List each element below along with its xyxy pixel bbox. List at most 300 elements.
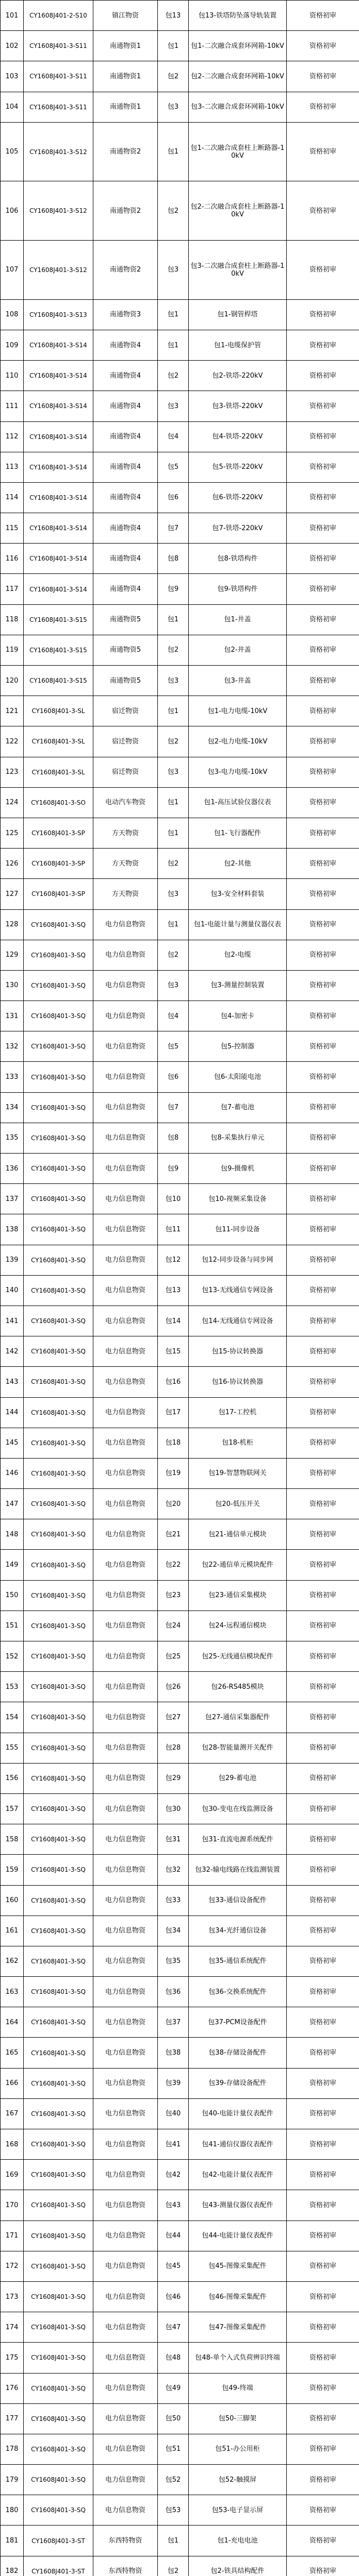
row-number-cell: 110: [1, 361, 24, 391]
package-id-cell: 包4: [158, 421, 189, 452]
package-name-cell: 包22-通信单元模块配件: [189, 1550, 287, 1580]
batch-code-cell: CY1608J401-3-SQ: [24, 2098, 93, 2129]
table-row: [1, 757, 359, 787]
row-number-cell: 167: [1, 2098, 24, 2129]
review-status-cell: 资格初审: [287, 1946, 359, 1976]
review-status-cell: 资格初审: [287, 1611, 359, 1641]
row-number-cell: 155: [1, 1733, 24, 1763]
table-row: [1, 2129, 359, 2160]
package-id-cell: 包2: [158, 940, 189, 970]
purchaser-cell: 电力信息物资: [93, 1214, 158, 1245]
purchaser-cell: 南通物资5: [93, 635, 158, 665]
table-row: [1, 574, 359, 604]
table-row: [1, 1733, 359, 1763]
row-number-cell: 165: [1, 2038, 24, 2068]
package-id-cell: 包4: [158, 1001, 189, 1031]
review-status-cell: 资格初审: [287, 1336, 359, 1367]
package-name-cell: 包1-钢管桿塔: [189, 299, 287, 330]
package-name-cell: 包43-测量仪器仪表配件: [189, 2190, 287, 2221]
batch-code-cell: CY1608J401-3-SO: [24, 787, 93, 818]
table-row: [1, 1885, 359, 1916]
row-number-cell: 158: [1, 1824, 24, 1855]
package-name-cell: 包8-采集执行单元: [189, 1123, 287, 1153]
review-status-cell: 资格初审: [287, 1458, 359, 1488]
batch-code-cell: CY1608J401-3-SP: [24, 849, 93, 879]
package-name-cell: 包3-铁塔-220kV: [189, 391, 287, 421]
batch-code-cell: CY1608J401-3-SQ: [24, 1336, 93, 1367]
row-number-cell: 135: [1, 1123, 24, 1153]
row-number-cell: 129: [1, 940, 24, 970]
purchaser-cell: 南通物资4: [93, 421, 158, 452]
package-id-cell: 包3: [158, 391, 189, 421]
row-number-cell: 147: [1, 1489, 24, 1519]
batch-code-cell: CY1608J401-3-SQ: [24, 1793, 93, 1824]
review-status-cell: 资格初审: [287, 2251, 359, 2281]
package-name-cell: 包34-光纤通信设备: [189, 1916, 287, 1946]
package-name-cell: 包1-电能计量与测量仪器仪表: [189, 909, 287, 940]
review-status-cell: 资格初审: [287, 1580, 359, 1611]
package-name-cell: 包2-二次融合成套柱上断路器-10kV: [189, 181, 287, 241]
batch-code-cell: CY1608J401-3-SQ: [24, 2465, 93, 2495]
purchaser-cell: 方天物资: [93, 849, 158, 879]
row-number-cell: 164: [1, 2007, 24, 2038]
package-name-cell: 包1-充电电池: [189, 2526, 287, 2556]
batch-code-cell: CY1608J401-3-SQ: [24, 2068, 93, 2098]
purchaser-cell: 电力信息物资: [93, 1580, 158, 1611]
package-name-cell: 包1-飞行器配件: [189, 818, 287, 848]
package-name-cell: 包51-办公用柜: [189, 2434, 287, 2464]
package-name-cell: 包16-协议转换器: [189, 1367, 287, 1397]
row-number-cell: 124: [1, 787, 24, 818]
purchaser-cell: 电力信息物资: [93, 1367, 158, 1397]
review-status-cell: 资格初审: [287, 361, 359, 391]
batch-code-cell: CY1608J401-3-S14: [24, 361, 93, 391]
package-id-cell: 包46: [158, 2281, 189, 2312]
row-number-cell: 120: [1, 666, 24, 696]
row-number-cell: 144: [1, 1397, 24, 1428]
table-row: [1, 391, 359, 421]
row-number-cell: 154: [1, 1702, 24, 1733]
purchaser-cell: 南通物资5: [93, 666, 158, 696]
package-name-cell: 包3-安全材料套装: [189, 879, 287, 909]
package-id-cell: 包16: [158, 1367, 189, 1397]
review-status-cell: 资格初审: [287, 1824, 359, 1855]
package-id-cell: 包34: [158, 1916, 189, 1946]
table-row: [1, 2160, 359, 2190]
package-id-cell: 包28: [158, 1733, 189, 1763]
purchaser-cell: 宿迁物资: [93, 726, 158, 757]
purchaser-cell: 电力信息物资: [93, 2251, 158, 2281]
package-name-cell: 包29-蓄电池: [189, 1763, 287, 1793]
table-row: [1, 330, 359, 360]
table-row: [1, 1275, 359, 1306]
purchaser-cell: 电动汽车物资: [93, 787, 158, 818]
row-number-cell: 113: [1, 452, 24, 482]
package-name-cell: 包44-电能计量仪表配件: [189, 2221, 287, 2251]
purchaser-cell: 电力信息物资: [93, 2190, 158, 2221]
package-name-cell: 包32-输电线路在线监测装置: [189, 1855, 287, 1885]
table-row: [1, 1031, 359, 1062]
row-number-cell: 106: [1, 181, 24, 241]
review-status-cell: 资格初审: [287, 635, 359, 665]
package-id-cell: 包1: [158, 330, 189, 360]
purchaser-cell: 镇江物资: [93, 1, 158, 31]
review-status-cell: 资格初审: [287, 61, 359, 92]
table-row: [1, 61, 359, 92]
purchaser-cell: 电力信息物资: [93, 2465, 158, 2495]
package-name-cell: 包49-终端: [189, 2373, 287, 2403]
package-name-cell: 包26-RS485模块: [189, 1672, 287, 1702]
row-number-cell: 107: [1, 241, 24, 300]
package-id-cell: 包47: [158, 2312, 189, 2343]
row-number-cell: 115: [1, 513, 24, 544]
row-number-cell: 118: [1, 604, 24, 635]
batch-code-cell: CY1608J401-3-SQ: [24, 1763, 93, 1793]
package-id-cell: 包30: [158, 1793, 189, 1824]
package-name-cell: 包2-电缆: [189, 940, 287, 970]
purchaser-cell: 南通物资4: [93, 452, 158, 482]
table-row: [1, 2403, 359, 2434]
package-id-cell: 包27: [158, 1702, 189, 1733]
row-number-cell: 172: [1, 2251, 24, 2281]
purchaser-cell: 东西特物资: [93, 2556, 158, 2576]
row-number-cell: 123: [1, 757, 24, 787]
package-id-cell: 包2: [158, 849, 189, 879]
batch-code-cell: CY1608J401-3-SQ: [24, 2434, 93, 2464]
purchaser-cell: 电力信息物资: [93, 1946, 158, 1976]
purchaser-cell: 电力信息物资: [93, 2221, 158, 2251]
purchaser-cell: 南通物资4: [93, 482, 158, 513]
purchaser-cell: 电力信息物资: [93, 1733, 158, 1763]
purchaser-cell: 电力信息物资: [93, 1428, 158, 1458]
table-row: [1, 2312, 359, 2343]
batch-code-cell: CY1608J401-3-SQ: [24, 2373, 93, 2403]
package-id-cell: 包11: [158, 1214, 189, 1245]
package-id-cell: 包1: [158, 299, 189, 330]
batch-code-cell: CY1608J401-3-SQ: [24, 1977, 93, 2007]
table-row: [1, 1184, 359, 1214]
package-id-cell: 包37: [158, 2007, 189, 2038]
row-number-cell: 153: [1, 1672, 24, 1702]
table-row: [1, 818, 359, 848]
package-id-cell: 包3: [158, 879, 189, 909]
package-id-cell: 包1: [158, 604, 189, 635]
table-row: [1, 2068, 359, 2098]
table-row: [1, 1793, 359, 1824]
table-body: [1, 1, 359, 2576]
table-row: [1, 181, 359, 241]
batch-code-cell: CY1608J401-3-SQ: [24, 1489, 93, 1519]
package-name-cell: 包25-无线通信模块配件: [189, 1641, 287, 1672]
review-status-cell: 资格初审: [287, 2098, 359, 2129]
row-number-cell: 116: [1, 544, 24, 574]
package-name-cell: 包10-视频采集设备: [189, 1184, 287, 1214]
review-status-cell: 资格初审: [287, 544, 359, 574]
purchaser-cell: 电力信息物资: [93, 1031, 158, 1062]
review-status-cell: 资格初审: [287, 757, 359, 787]
package-name-cell: 包39-存储设备配件: [189, 2068, 287, 2098]
review-status-cell: 资格初审: [287, 2465, 359, 2495]
package-id-cell: 包43: [158, 2190, 189, 2221]
package-id-cell: 包6: [158, 482, 189, 513]
package-id-cell: 包40: [158, 2098, 189, 2129]
purchaser-cell: 电力信息物资: [93, 1397, 158, 1428]
table-row: [1, 513, 359, 544]
batch-code-cell: CY1608J401-3-SQ: [24, 1458, 93, 1488]
row-number-cell: 180: [1, 2495, 24, 2526]
package-id-cell: 包39: [158, 2068, 189, 2098]
table-row: [1, 544, 359, 574]
table-row: [1, 92, 359, 122]
table-row: [1, 2190, 359, 2221]
row-number-cell: 166: [1, 2068, 24, 2098]
review-status-cell: 资格初审: [287, 2312, 359, 2343]
package-id-cell: 包20: [158, 1489, 189, 1519]
batch-code-cell: CY1608J401-3-SQ: [24, 2495, 93, 2526]
row-number-cell: 161: [1, 1916, 24, 1946]
package-name-cell: 包2-井盖: [189, 635, 287, 665]
row-number-cell: 152: [1, 1641, 24, 1672]
row-number-cell: 119: [1, 635, 24, 665]
package-name-cell: 包41-通信仪器仪表配件: [189, 2129, 287, 2160]
package-id-cell: 包5: [158, 1031, 189, 1062]
package-id-cell: 包19: [158, 1458, 189, 1488]
purchaser-cell: 电力信息物资: [93, 1672, 158, 1702]
row-number-cell: 132: [1, 1031, 24, 1062]
table-row: [1, 241, 359, 300]
table-row: [1, 879, 359, 909]
package-name-cell: 包1-井盖: [189, 604, 287, 635]
table-row: [1, 696, 359, 726]
package-id-cell: 包48: [158, 2343, 189, 2373]
review-status-cell: 资格初审: [287, 1062, 359, 1092]
table-row: [1, 1702, 359, 1733]
batch-code-cell: CY1608J401-3-SQ: [24, 1245, 93, 1275]
row-number-cell: 137: [1, 1184, 24, 1214]
package-id-cell: 包42: [158, 2160, 189, 2190]
batch-code-cell: CY1608J401-3-SQ: [24, 1519, 93, 1550]
table-row: [1, 2556, 359, 2576]
purchaser-cell: 电力信息物资: [93, 1550, 158, 1580]
batch-code-cell: CY1608J401-3-S14: [24, 513, 93, 544]
table-row: [1, 1916, 359, 1946]
review-status-cell: 资格初审: [287, 1916, 359, 1946]
purchaser-cell: 方天物资: [93, 879, 158, 909]
package-name-cell: 包31-直流电源系统配件: [189, 1824, 287, 1855]
package-name-cell: 包36-交换系统配件: [189, 1977, 287, 2007]
review-status-cell: 资格初审: [287, 122, 359, 181]
row-number-cell: 108: [1, 299, 24, 330]
table-row: [1, 1, 359, 31]
row-number-cell: 157: [1, 1793, 24, 1824]
package-name-cell: 包18-机柜: [189, 1428, 287, 1458]
review-status-cell: 资格初审: [287, 2160, 359, 2190]
table-row: [1, 2007, 359, 2038]
package-id-cell: 包1: [158, 2526, 189, 2556]
row-number-cell: 141: [1, 1306, 24, 1336]
package-id-cell: 包2: [158, 635, 189, 665]
review-status-cell: 资格初审: [287, 2403, 359, 2434]
row-number-cell: 170: [1, 2190, 24, 2221]
row-number-cell: 146: [1, 1458, 24, 1488]
table-row: [1, 2343, 359, 2373]
review-status-cell: 资格初审: [287, 1763, 359, 1793]
package-id-cell: 包1: [158, 122, 189, 181]
package-name-cell: 包27-通信采集器配件: [189, 1702, 287, 1733]
purchaser-cell: 东西特物资: [93, 2526, 158, 2556]
package-name-cell: 包13-无线通信专网设备: [189, 1275, 287, 1306]
package-name-cell: 包1-二次融合成套柱上断路器-10kV: [189, 122, 287, 181]
batch-code-cell: CY1608J401-3-S12: [24, 122, 93, 181]
purchaser-cell: 电力信息物资: [93, 1763, 158, 1793]
purchaser-cell: 南通物资1: [93, 31, 158, 61]
package-id-cell: 包44: [158, 2221, 189, 2251]
table-row: [1, 1946, 359, 1976]
review-status-cell: 资格初审: [287, 2129, 359, 2160]
package-id-cell: 包3: [158, 92, 189, 122]
review-status-cell: 资格初审: [287, 879, 359, 909]
row-number-cell: 102: [1, 31, 24, 61]
review-status-cell: 资格初审: [287, 1367, 359, 1397]
purchaser-cell: 电力信息物资: [93, 2312, 158, 2343]
batch-code-cell: CY1608J401-3-SQ: [24, 1672, 93, 1702]
package-name-cell: 包38-存储设备配件: [189, 2038, 287, 2068]
package-id-cell: 包52: [158, 2465, 189, 2495]
review-status-cell: 资格初审: [287, 1977, 359, 2007]
review-status-cell: 资格初审: [287, 299, 359, 330]
package-id-cell: 包1: [158, 818, 189, 848]
package-name-cell: 包1-电力电缆-10kV: [189, 696, 287, 726]
row-number-cell: 114: [1, 482, 24, 513]
row-number-cell: 143: [1, 1367, 24, 1397]
review-status-cell: 资格初审: [287, 2068, 359, 2098]
package-id-cell: 包12: [158, 1245, 189, 1275]
package-id-cell: 包2: [158, 361, 189, 391]
review-status-cell: 资格初审: [287, 2221, 359, 2251]
review-status-cell: 资格初审: [287, 1154, 359, 1184]
table-row: [1, 2465, 359, 2495]
review-status-cell: 资格初审: [287, 1123, 359, 1153]
purchaser-cell: 电力信息物资: [93, 2160, 158, 2190]
batch-code-cell: CY1608J401-3-SQ: [24, 2007, 93, 2038]
row-number-cell: 104: [1, 92, 24, 122]
purchaser-cell: 宿迁物资: [93, 757, 158, 787]
purchaser-cell: 电力信息物资: [93, 1641, 158, 1672]
batch-code-cell: CY1608J401-3-SQ: [24, 1733, 93, 1763]
table-row: [1, 787, 359, 818]
batch-code-cell: CY1608J401-3-SQ: [24, 1092, 93, 1123]
package-id-cell: 包36: [158, 1977, 189, 2007]
purchaser-cell: 南通物资4: [93, 361, 158, 391]
row-number-cell: 159: [1, 1855, 24, 1885]
table-row: [1, 2221, 359, 2251]
table-row: [1, 666, 359, 696]
row-number-cell: 145: [1, 1428, 24, 1458]
table-row: [1, 2281, 359, 2312]
table-row: [1, 2495, 359, 2526]
purchaser-cell: 南通物资1: [93, 61, 158, 92]
package-id-cell: 包8: [158, 1123, 189, 1153]
row-number-cell: 171: [1, 2221, 24, 2251]
package-id-cell: 包2: [158, 61, 189, 92]
table-row: [1, 1580, 359, 1611]
purchaser-cell: 电力信息物资: [93, 1519, 158, 1550]
row-number-cell: 139: [1, 1245, 24, 1275]
purchaser-cell: 电力信息物资: [93, 1702, 158, 1733]
review-status-cell: 资格初审: [287, 1306, 359, 1336]
purchaser-cell: 南通物资4: [93, 330, 158, 360]
table-row: [1, 1245, 359, 1275]
batch-code-cell: CY1608J401-3-S15: [24, 635, 93, 665]
package-name-cell: 包2-电力电缆-10kV: [189, 726, 287, 757]
batch-code-cell: CY1608J401-3-S12: [24, 181, 93, 241]
batch-code-cell: CY1608J401-3-SQ: [24, 1916, 93, 1946]
review-status-cell: 资格初审: [287, 1550, 359, 1580]
purchaser-cell: 南通物资5: [93, 604, 158, 635]
package-name-cell: 包48-单个入式负荷辨识终端: [189, 2343, 287, 2373]
row-number-cell: 181: [1, 2526, 24, 2556]
package-id-cell: 包9: [158, 574, 189, 604]
review-status-cell: 资格初审: [287, 1519, 359, 1550]
package-id-cell: 包10: [158, 1184, 189, 1214]
table-row: [1, 1306, 359, 1336]
batch-code-cell: CY1608J401-3-SQ: [24, 1397, 93, 1428]
review-status-cell: 资格初审: [287, 2343, 359, 2373]
row-number-cell: 163: [1, 1977, 24, 2007]
purchaser-cell: 南通物资4: [93, 391, 158, 421]
review-status-cell: 资格初审: [287, 1397, 359, 1428]
review-status-cell: 资格初审: [287, 909, 359, 940]
batch-code-cell: CY1608J401-3-SP: [24, 818, 93, 848]
review-status-cell: 资格初审: [287, 1702, 359, 1733]
batch-code-cell: CY1608J401-3-S14: [24, 544, 93, 574]
purchaser-cell: 电力信息物资: [93, 1855, 158, 1885]
purchaser-cell: 方天物资: [93, 818, 158, 848]
batch-code-cell: CY1608J401-3-S11: [24, 92, 93, 122]
package-id-cell: 包6: [158, 1062, 189, 1092]
review-status-cell: 资格初审: [287, 1184, 359, 1214]
package-name-cell: 包3-测量控制装置: [189, 970, 287, 1001]
review-status-cell: 资格初审: [287, 1001, 359, 1031]
batch-code-cell: CY1608J401-3-SQ: [24, 2403, 93, 2434]
review-status-cell: 资格初审: [287, 92, 359, 122]
batch-code-cell: CY1608J401-3-SL: [24, 757, 93, 787]
table-row: [1, 2038, 359, 2068]
purchaser-cell: 电力信息物资: [93, 2281, 158, 2312]
package-id-cell: 包35: [158, 1946, 189, 1976]
table-row: [1, 1458, 359, 1488]
row-number-cell: 138: [1, 1214, 24, 1245]
package-name-cell: 包11-同步设备: [189, 1214, 287, 1245]
batch-code-cell: CY1608J401-3-SQ: [24, 2038, 93, 2068]
row-number-cell: 178: [1, 2434, 24, 2464]
table-row: [1, 1489, 359, 1519]
review-status-cell: 资格初审: [287, 1275, 359, 1306]
batch-code-cell: CY1608J401-3-SQ: [24, 2281, 93, 2312]
purchaser-cell: 电力信息物资: [93, 2434, 158, 2464]
row-number-cell: 182: [1, 2556, 24, 2576]
package-name-cell: 包12-同步设备与同步网: [189, 1245, 287, 1275]
package-name-cell: 包9-铁塔构件: [189, 574, 287, 604]
table-row: [1, 635, 359, 665]
package-name-cell: 包3-二次融合成套柱上断路器-10kV: [189, 241, 287, 300]
review-status-cell: 资格初审: [287, 1733, 359, 1763]
package-name-cell: 包23-通信采集模块: [189, 1580, 287, 1611]
batch-code-cell: CY1608J401-3-SQ: [24, 1946, 93, 1976]
purchaser-cell: 电力信息物资: [93, 2343, 158, 2373]
package-id-cell: 包41: [158, 2129, 189, 2160]
purchaser-cell: 电力信息物资: [93, 1489, 158, 1519]
